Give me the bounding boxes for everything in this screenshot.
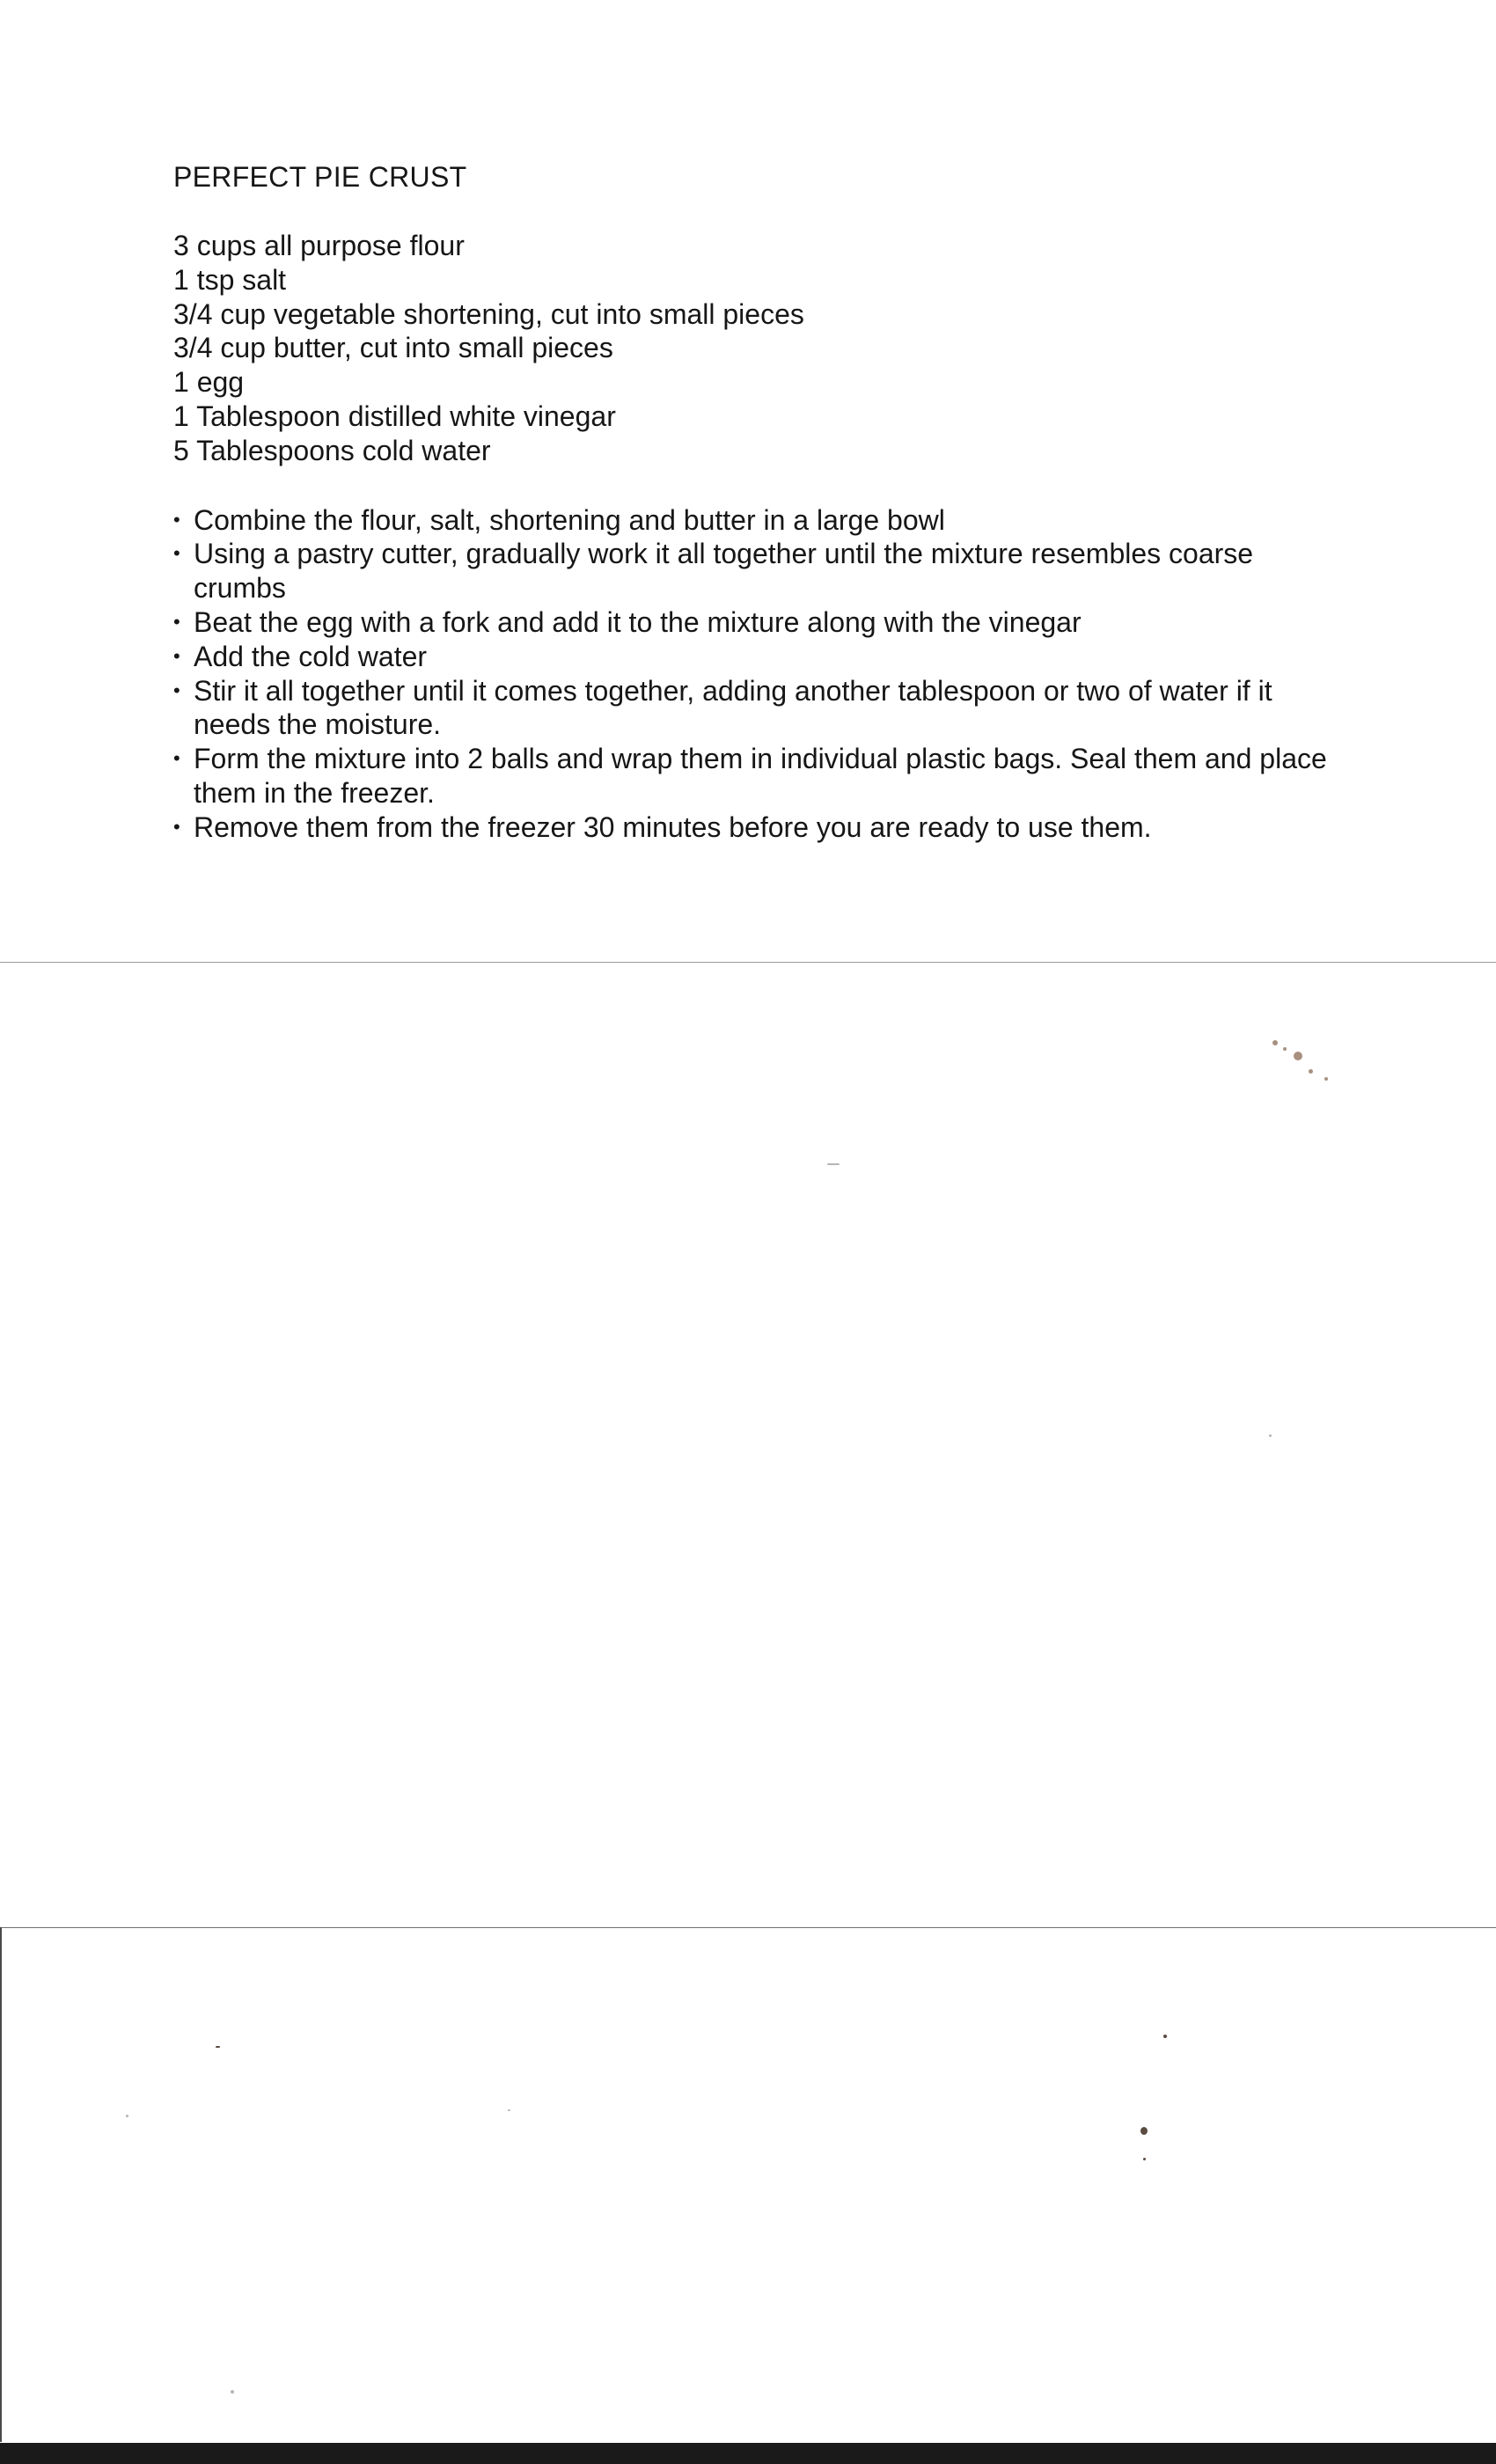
stain-speck — [126, 2115, 128, 2117]
stain-speck — [1294, 1052, 1302, 1060]
bullet-icon: • — [173, 644, 180, 667]
ingredient-item: 1 tsp salt — [173, 263, 287, 296]
instruction-text: Using a pastry cutter, gradually work it all together until the mixture resembles coarse crumbs — [194, 538, 1254, 605]
instruction-step — [173, 605, 1335, 640]
stain-speck — [1283, 1047, 1287, 1051]
stain-speck — [1140, 2127, 1148, 2135]
instruction-text: Add the cold water — [194, 640, 428, 672]
recipe-card — [173, 160, 1335, 845]
instruction-text: Form the mixture into 2 balls and wrap them in individual plastic bags. Seal them and place them in the freezer. — [194, 743, 1327, 809]
paper-edge — [0, 1927, 2, 2442]
ingredient-item: 3/4 cup vegetable shortening, cut into small pieces — [173, 297, 804, 330]
instruction-step — [173, 640, 1335, 674]
ingredient-item: 1 Tablespoon distilled white vinegar — [173, 400, 616, 432]
stain-speck — [1272, 1040, 1278, 1045]
instruction-list — [173, 503, 1335, 845]
stain-speck — [1324, 1077, 1328, 1081]
instruction-text: Combine the flour, salt, shortening and butter in a large bowl — [194, 503, 945, 536]
ingredient-item: 1 egg — [173, 366, 245, 399]
paper-fold-line — [0, 1927, 1496, 1928]
instruction-step — [173, 674, 1335, 743]
instruction-step — [173, 503, 1335, 538]
instruction-text: Remove them from the freezer 30 minutes before you are ready to use them. — [194, 810, 1152, 843]
scanner-edge — [0, 2443, 1496, 2464]
stain-speck — [1309, 1069, 1313, 1074]
bullet-icon: • — [173, 815, 180, 838]
stain-speck — [1269, 1434, 1272, 1437]
ingredient-list — [173, 229, 1335, 468]
instruction-step — [173, 810, 1335, 845]
stain-speck — [1143, 2158, 1146, 2160]
bullet-icon: • — [173, 610, 180, 633]
recipe-title: PERFECT PIE CRUST — [173, 161, 467, 193]
paper-fold-line — [0, 962, 1496, 963]
ingredient-item: 3 cups all purpose flour — [173, 230, 465, 261]
bullet-icon: • — [173, 678, 180, 701]
bullet-icon: • — [173, 747, 180, 770]
stain-speck — [508, 2109, 510, 2111]
ingredient-item: 5 Tablespoons cold water — [173, 434, 491, 466]
instruction-step — [173, 537, 1335, 605]
instruction-step — [173, 742, 1335, 810]
instruction-text: Stir it all together until it comes together, adding another tablespoon or two of water if it needs the moisture. — [194, 674, 1272, 741]
stain-speck — [1163, 2035, 1167, 2038]
stain-speck — [231, 2390, 234, 2394]
bullet-icon: • — [173, 542, 180, 565]
stain-speck — [827, 1163, 840, 1165]
bullet-icon: • — [173, 508, 180, 531]
instruction-text: Beat the egg with a fork and add it to the mixture along with the vinegar — [194, 605, 1082, 638]
ingredient-item: 3/4 cup butter, cut into small pieces — [173, 332, 613, 364]
stain-speck — [216, 2046, 220, 2048]
